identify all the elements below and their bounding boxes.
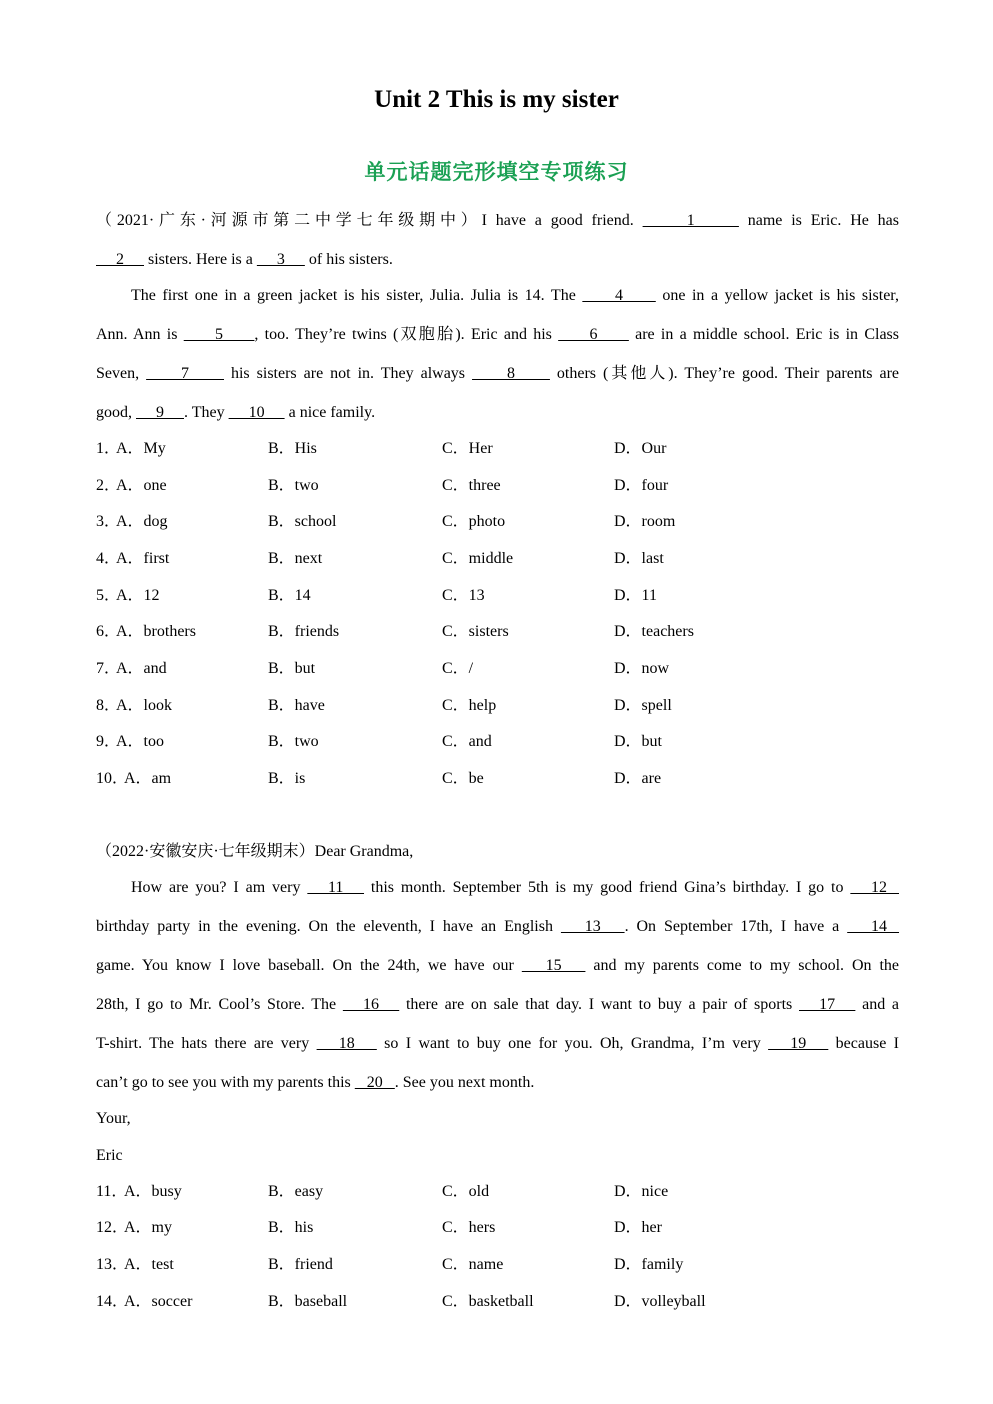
passage1-line-1: （2021·广东·河源市第二中学七年级期中）I have a good friend. 1 name is Eric. He has [96, 212, 900, 229]
question-row [96, 1290, 899, 1314]
option-b: B．two [268, 733, 319, 750]
blank-1: 1 [642, 212, 739, 229]
question-number: 11． [96, 1183, 128, 1200]
passage1-line-2: 2 sisters. Here is a 3 of his sisters. [96, 251, 393, 268]
blank-18: 18 [316, 1035, 377, 1052]
option-d: D．teachers [614, 623, 694, 640]
option-d: D．volleyball [614, 1293, 706, 1310]
question-row [96, 437, 899, 461]
option-c: C．photo [442, 513, 506, 530]
passage2-source: （2022·安徽安庆·七年级期末）Dear Grandma, [96, 843, 414, 860]
question-row [96, 474, 899, 498]
passage1-line-5: Seven, 7 his sisters are not in. They always 8 others (其他人). They’re good. Their parents are [96, 365, 900, 382]
option-a: A．brothers [116, 623, 196, 640]
option-c: C．middle [442, 550, 514, 567]
option-a: A．first [116, 550, 170, 567]
blank-9: 9 [136, 404, 184, 421]
question-number: 3． [96, 513, 121, 530]
question-number: 9． [96, 733, 121, 750]
option-b: B．friend [268, 1256, 333, 1273]
blank-13: 13 [560, 918, 625, 935]
option-a: A．and [116, 660, 167, 677]
blank-5: 5 [183, 326, 255, 343]
option-d: D．but [614, 733, 663, 750]
option-d: D．are [614, 770, 662, 787]
blank-12: 12 [850, 879, 899, 896]
option-b: B．his [268, 1219, 314, 1236]
question-row [96, 1180, 899, 1204]
option-c: C．/ [442, 660, 474, 677]
blank-14: 14 [847, 918, 900, 935]
question-row [96, 1253, 899, 1277]
option-b: B．baseball [268, 1293, 348, 1310]
option-d: D．now [614, 660, 670, 677]
blank-4: 4 [582, 287, 656, 304]
option-d: D．her [614, 1219, 662, 1236]
passage2-line-5: T-shirt. The hats there are very 18 so I want to buy one for you. Oh, Grandma, I’m very 19 because I [96, 1035, 900, 1052]
option-c: C．sisters [442, 623, 509, 640]
option-b: B．but [268, 660, 316, 677]
option-a: A．too [116, 733, 165, 750]
option-b: B．14 [268, 587, 311, 604]
option-c: C．13 [442, 587, 485, 604]
option-c: C．three [442, 477, 501, 494]
option-b: B．next [268, 550, 323, 567]
question-number: 5． [96, 587, 121, 604]
passage2-line-4: 28th, I go to Mr. Cool’s Store. The 16 there are on sale that day. I want to buy a pair of sports 17 and a [96, 996, 900, 1013]
question-row [96, 510, 899, 534]
question-number: 2． [96, 477, 121, 494]
option-c: C．help [442, 697, 497, 714]
option-a: A．soccer [124, 1293, 193, 1310]
letter-closing: Your, [96, 1110, 131, 1127]
passage1-line-3: The first one in a green jacket is his sister, Julia. Julia is 14. The 4 one in a yellow jacket is his sister, [131, 287, 899, 304]
option-c: C．Her [442, 440, 493, 457]
passage2-line-3: game. You know I love baseball. On the 24th, we have our 15 and my parents come to my school. On the [96, 957, 899, 974]
option-d: D．last [614, 550, 664, 567]
question-number: 4． [96, 550, 121, 567]
question-row [96, 1216, 899, 1240]
passage2-line-2: birthday party in the evening. On the eleventh, I have an English 13 . On September 17th, I have a 14 [96, 918, 900, 935]
question-number: 14． [96, 1293, 129, 1310]
page-title: Unit 2 This is my sister [374, 86, 619, 113]
option-a: A．My [116, 440, 166, 457]
option-a: A．look [116, 697, 173, 714]
blank-20: 20 [354, 1074, 395, 1091]
passage1-line-4: Ann. Ann is 5 , too. They’re twins (双胞胎). Eric and his 6 are in a middle school. Eric is in Class [96, 326, 900, 343]
option-a: A．dog [116, 513, 168, 530]
question-row [96, 730, 899, 754]
question-number: 7． [96, 660, 121, 677]
question-number: 6． [96, 623, 121, 640]
option-d: D．family [614, 1256, 684, 1273]
option-b: B．two [268, 477, 319, 494]
blank-15: 15 [521, 957, 586, 974]
question-row [96, 657, 899, 681]
question-number: 13． [96, 1256, 129, 1273]
blank-10: 10 [228, 404, 285, 421]
option-a: A．one [116, 477, 167, 494]
option-b: B．friends [268, 623, 340, 640]
question-number: 12． [96, 1219, 129, 1236]
letter-signature: Eric [96, 1147, 123, 1164]
option-c: C．and [442, 733, 492, 750]
question-number: 1． [96, 440, 121, 457]
question-number: 10． [96, 770, 129, 787]
option-b: B．easy [268, 1183, 324, 1200]
option-d: D．room [614, 513, 676, 530]
option-a: A．12 [116, 587, 160, 604]
option-c: C．basketball [442, 1293, 534, 1310]
question-number: 8． [96, 697, 121, 714]
blank-16: 16 [342, 996, 400, 1013]
blank-8: 8 [472, 365, 550, 382]
passage2-line-1: How are you? I am very 11 this month. September 5th is my good friend Gina’s birthday. I go to 12 [131, 879, 899, 896]
option-b: B．school [268, 513, 337, 530]
option-d: D．Our [614, 440, 667, 457]
option-c: C．old [442, 1183, 490, 1200]
option-b: B．have [268, 697, 325, 714]
option-a: A．my [124, 1219, 173, 1236]
option-c: C．be [442, 770, 484, 787]
option-b: B．is [268, 770, 306, 787]
question-row [96, 620, 899, 644]
option-a: A．busy [124, 1183, 182, 1200]
passage1-line-6: good, 9 . They 10 a nice family. [96, 404, 376, 421]
blank-17: 17 [799, 996, 856, 1013]
option-d: D．four [614, 477, 669, 494]
passage2-line-6: can’t go to see you with my parents this 20 . See you next month. [96, 1074, 535, 1091]
option-b: B．His [268, 440, 317, 457]
option-c: C．name [442, 1256, 504, 1273]
blank-11: 11 [307, 879, 365, 896]
question-row [96, 547, 899, 571]
option-d: D．spell [614, 697, 672, 714]
blank-7: 7 [146, 365, 224, 382]
blank-2: 2 [96, 251, 144, 268]
blank-3: 3 [256, 251, 305, 268]
option-d: D．11 [614, 587, 657, 604]
question-row [96, 694, 899, 718]
option-c: C．hers [442, 1219, 496, 1236]
blank-6: 6 [558, 326, 629, 343]
page-subtitle: 单元话题完形填空专项练习 [364, 160, 629, 184]
question-row [96, 584, 899, 608]
blank-19: 19 [768, 1035, 829, 1052]
option-d: D．nice [614, 1183, 669, 1200]
question-row [96, 767, 899, 791]
option-a: A．test [124, 1256, 174, 1273]
option-a: A．am [124, 770, 172, 787]
